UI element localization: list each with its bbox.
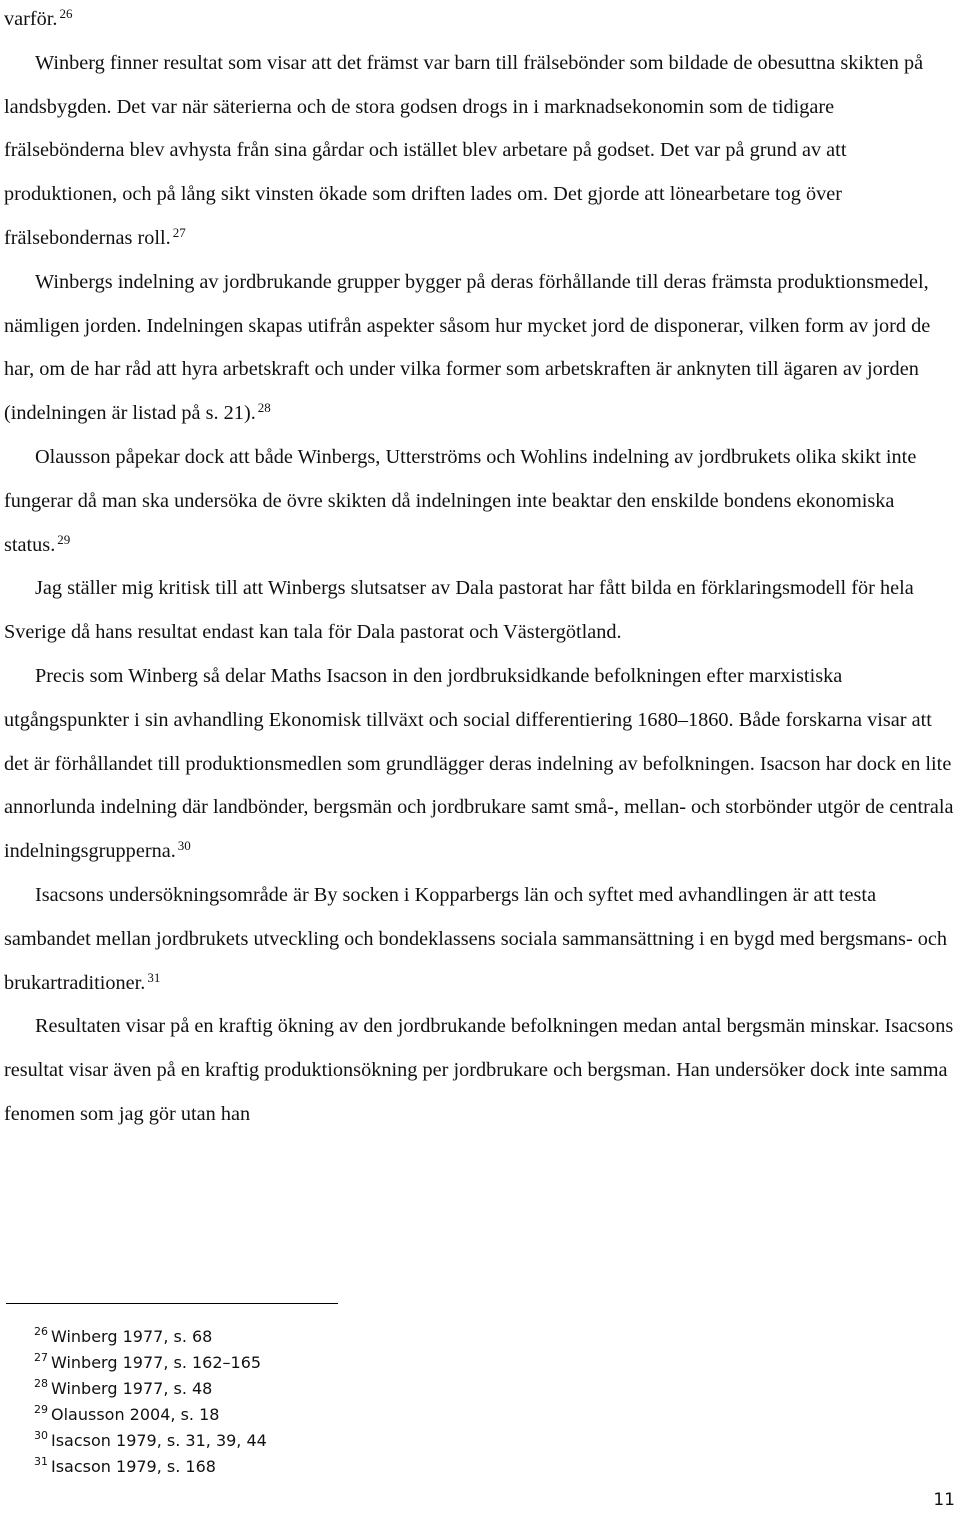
paragraph: Winberg finner resultat som visar att det främst var barn till frälsebönder som bildade de obesuttna skikten på landsbygden. Det var när säterierna och de stora godsen drogs in i marknadsekonomin som de tidigare frälsebönderna blev avhysta från sina gårdar och istället blev arbetare på godset. Det var på grund av att produktionen, och på lång sikt vinsten ökade som driften lades om. Det gjorde att lönearbetare tog över frälsebondernas roll. $^{27}$ bbox=[4, 51, 924, 249]
footnote-ref[interactable]: 31 bbox=[147, 969, 161, 985]
footnote bbox=[34, 1350, 267, 1376]
footnote-number: 26 bbox=[34, 1325, 48, 1338]
footnote-number: 31 bbox=[34, 1455, 48, 1468]
paragraph: Jag ställer mig kritisk till att Winbergs slutsatser av Dala pastorat har fått bilda en förklaringsmodell för hela Sverige då hans resultat endast kan tala för Dala pastorat och Västergötland. bbox=[4, 577, 914, 644]
footnote-text: Olausson 2004, s. 18 bbox=[51, 1405, 220, 1424]
footnote-ref[interactable]: 26 bbox=[59, 6, 73, 21]
footnote-ref[interactable]: 28 bbox=[257, 400, 271, 416]
footnote-text: Winberg 1977, s. 48 bbox=[51, 1379, 213, 1398]
footnotes bbox=[34, 1324, 267, 1480]
paragraph: Precis som Winberg så delar Maths Isacson in den jordbruksidkande befolkningen efter marxistiska utgångspunkter i sin avhandling Ekonomisk tillväxt och social differentiering 1680–1860. Både forskarna visar att det är förhållandet till produktionsmedlen som grundlägger deras indelning av befolkningen. Isacson har dock en lite annorlunda indelning där landbönder, bergsmän och jordbrukare samt små-, mellan- och storbönder utgör de centrala indelningsgrupperna. $^{30}$ bbox=[4, 664, 954, 863]
footnote bbox=[34, 1428, 267, 1454]
footnote-text: Winberg 1977, s. 68 bbox=[51, 1327, 213, 1346]
footnote-ref[interactable]: 29 bbox=[57, 531, 71, 547]
paragraph: Winbergs indelning av jordbrukande grupper bygger på deras förhållande till deras främsta produktionsmedel, nämligen jorden. Indelningen skapas utifrån aspekter såsom hur mycket jord de disponerar, vilken form av jord de har, om de har råd att hyra arbetskraft och under vilka former som arbetskraften är anknyten till ägaren av jorden (indelningen är listad på s. 21). $^{28}$ bbox=[4, 270, 931, 425]
body-text bbox=[4, 0, 958, 1137]
paragraph: varför. $^{26}$ bbox=[4, 6, 73, 30]
page-number: 11 bbox=[933, 1490, 955, 1510]
paragraph: Resultaten visar på en kraftig ökning av den jordbrukande befolkningen medan antal bergsmän minskar. Isacsons resultat visar även på en kraftig produktionsökning per jordbrukare och bergsman. Han undersöker dock inte samma fenomen som jag gör utan han bbox=[4, 1015, 954, 1125]
footnote-text: Isacson 1979, s. 168 bbox=[51, 1457, 216, 1476]
footnote bbox=[34, 1454, 267, 1480]
footnote bbox=[34, 1402, 267, 1428]
footnote-ref[interactable]: 30 bbox=[177, 838, 191, 854]
footnote bbox=[34, 1324, 267, 1350]
footnote-number: 27 bbox=[34, 1351, 48, 1364]
footnote-text: Isacson 1979, s. 31, 39, 44 bbox=[51, 1431, 267, 1450]
paragraph: Olausson påpekar dock att både Winbergs, Utterströms och Wohlins indelning av jordbrukets olika skikt inte fungerar då man ska undersöka de övre skikten då indelningen inte beaktar den enskilde bondens ekonomiska status. $^{29}$ bbox=[4, 445, 917, 556]
paragraph: Isacsons undersökningsområde är By socken i Kopparbergs län och syftet med avhandlingen är att testa sambandet mellan jordbrukets utveckling och bondeklassens sociala sammansättning i en bygd med bergsmans- och brukartraditioner. $^{31}$ bbox=[4, 883, 948, 994]
footnote-number: 29 bbox=[34, 1403, 48, 1416]
footnote-separator bbox=[6, 1303, 338, 1304]
footnote-number: 30 bbox=[34, 1429, 48, 1442]
footnote-text: Winberg 1977, s. 162–165 bbox=[51, 1353, 262, 1372]
footnote bbox=[34, 1376, 267, 1402]
footnote-ref[interactable]: 27 bbox=[172, 224, 186, 240]
footnote-number: 28 bbox=[34, 1377, 48, 1390]
